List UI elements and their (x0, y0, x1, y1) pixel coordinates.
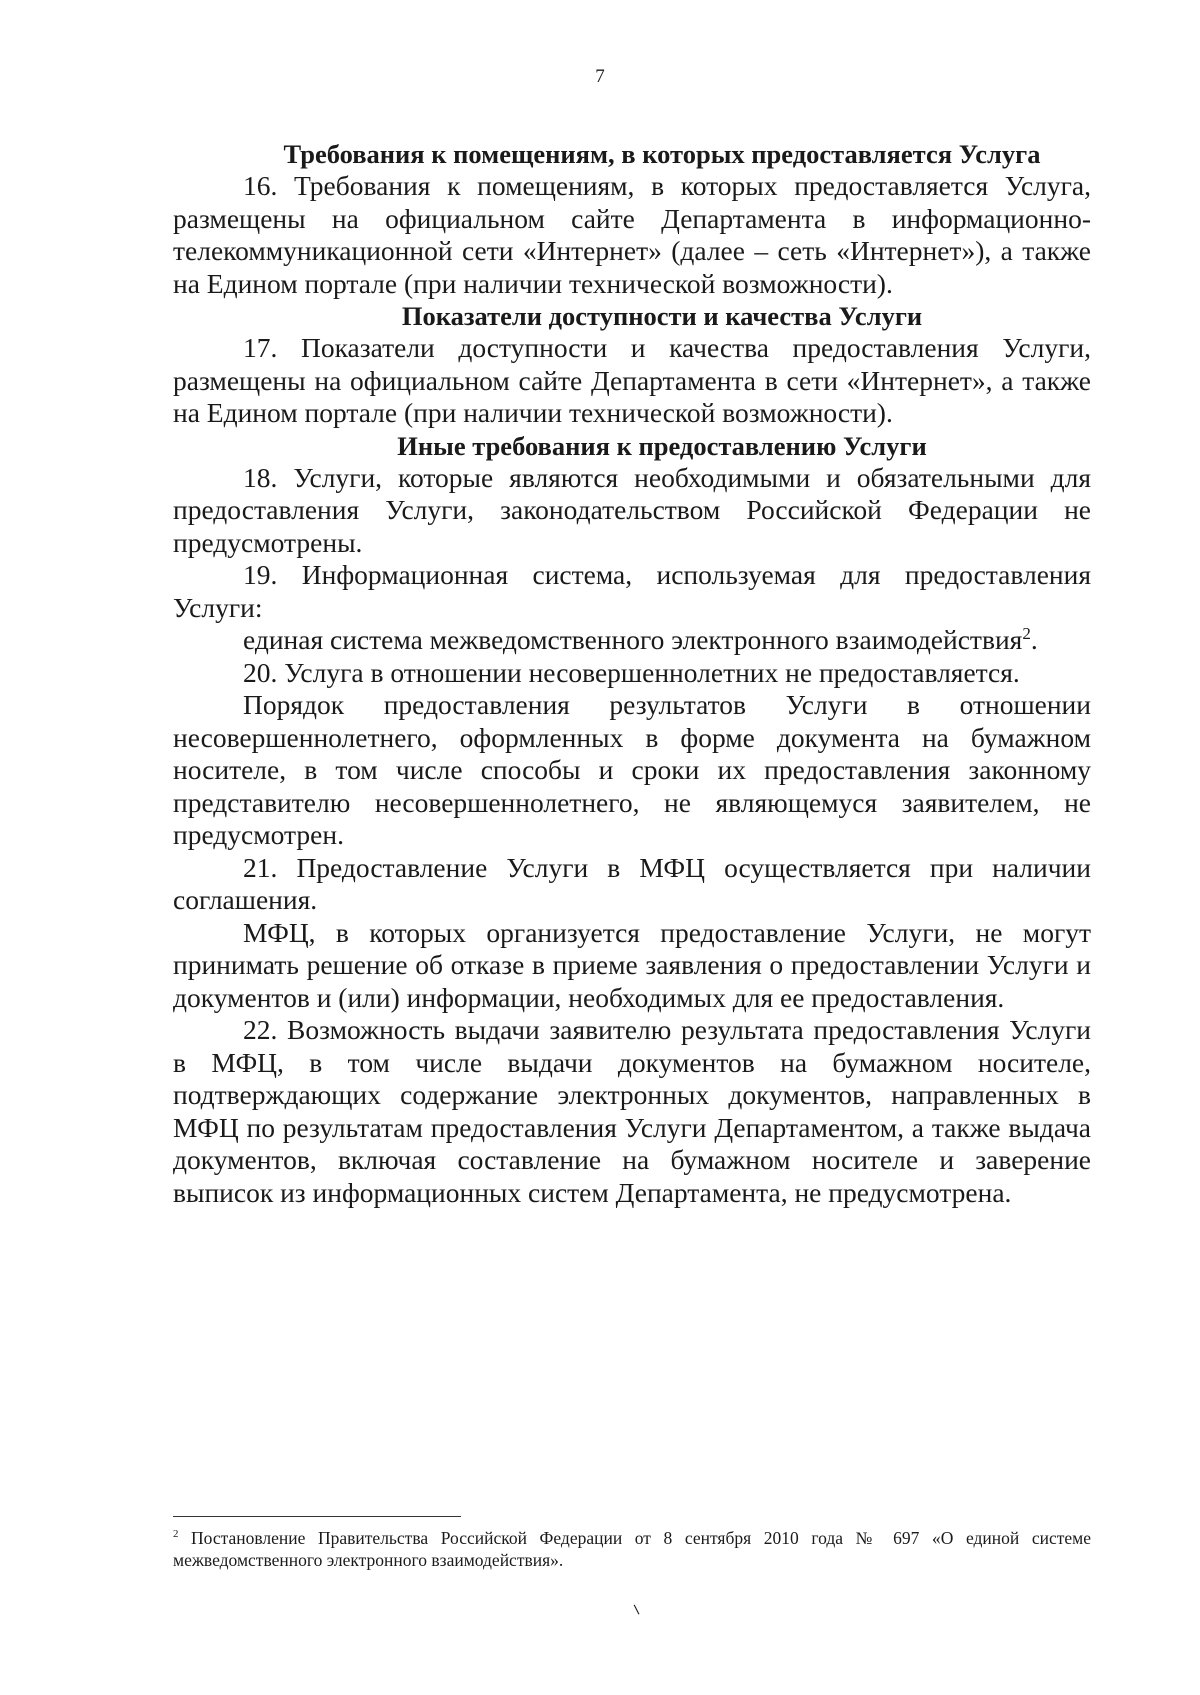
paragraph-19-system (173, 624, 1091, 657)
system-name: единая система межведомственного электронного взаимодействия (243, 624, 1023, 655)
paragraph-21: 21. Предоставление Услуги в МФЦ осуществляется при наличии соглашения. (173, 851, 1091, 915)
paragraph-20: 20. Услуга в отношении несовершеннолетних не предоставляется. (243, 656, 1020, 688)
footnote-reference[interactable]: 2 (1022, 623, 1031, 643)
paragraph-21-mfc: МФЦ, в которых организуется предоставление Услуги, не могут принимать решение об отказе в приеме заявления о предоставлении Услуги и документов и (или) информации, необходимых для ее предоставления. (173, 916, 1091, 1013)
paragraph-20-order: Порядок предоставления результатов Услуги в отношении несовершеннолетнего, оформленных в форме документа на бумажном носителе, в том числе способы и сроки их предоставления законному представителю несовершеннолетнего, не являющемуся заявителем, не предусмотрен. (173, 689, 1091, 850)
sentence-period: . (1030, 624, 1038, 655)
footnote (173, 1527, 1091, 1571)
page-number: 7 (595, 66, 605, 87)
paragraph-18: 18. Услуги, которые являются необходимыми и обязательными для предоставления Услуги, законодательством Российской Федерации не предусмотрены. (173, 461, 1091, 558)
section-title-accessibility: Показатели доступности и качества Услуги (401, 301, 923, 331)
paragraph-16: 16. Требования к помещениям, в которых предоставляется Услуга, размещены на официальном сайте Департамента в информационно-телекоммуникационной сети «Интернет» (далее – сеть «Интернет»), а также на Едином портале (при наличии технической возможности). (173, 170, 1091, 299)
paragraph-22: 22. Возможность выдачи заявителю результата предоставления Услуги в МФЦ, в том числе выдачи документов на бумажном носителе, подтверждающих содержание электронных документов, направленных в МФЦ по результатам предоставления Услуги Департаментом, а также выдача документов, включая составление на бумажном носителе и заверение выписок из информационных систем Департамента, не предусмотрена. (173, 1014, 1091, 1208)
footnote-marker: 2 (173, 1528, 179, 1541)
footnote-separator (173, 1516, 461, 1517)
footnote-area (173, 1516, 1091, 1571)
document-body (173, 138, 1091, 1209)
scan-artifact-mark: ⸌ (626, 1599, 645, 1628)
section-title-premises: Требования к помещениям, в которых предоставляется Услуга (283, 139, 1041, 169)
footnote-text: Постановление Правительства Российской Федерации от 8 сентября 2010 года № 697 «О единой системе межведомственного электронного взаимодействия». (173, 1528, 1092, 1570)
paragraph-19: 19. Информационная система, используемая для предоставления Услуги: (173, 559, 1091, 623)
section-title-other-requirements: Иные требования к предоставлению Услуги (397, 430, 927, 461)
paragraph-17: 17. Показатели доступности и качества предоставления Услуги, размещены на официальном сайте Департамента в сети «Интернет», а также на Едином портале (при наличии технической возможности). (173, 332, 1091, 428)
